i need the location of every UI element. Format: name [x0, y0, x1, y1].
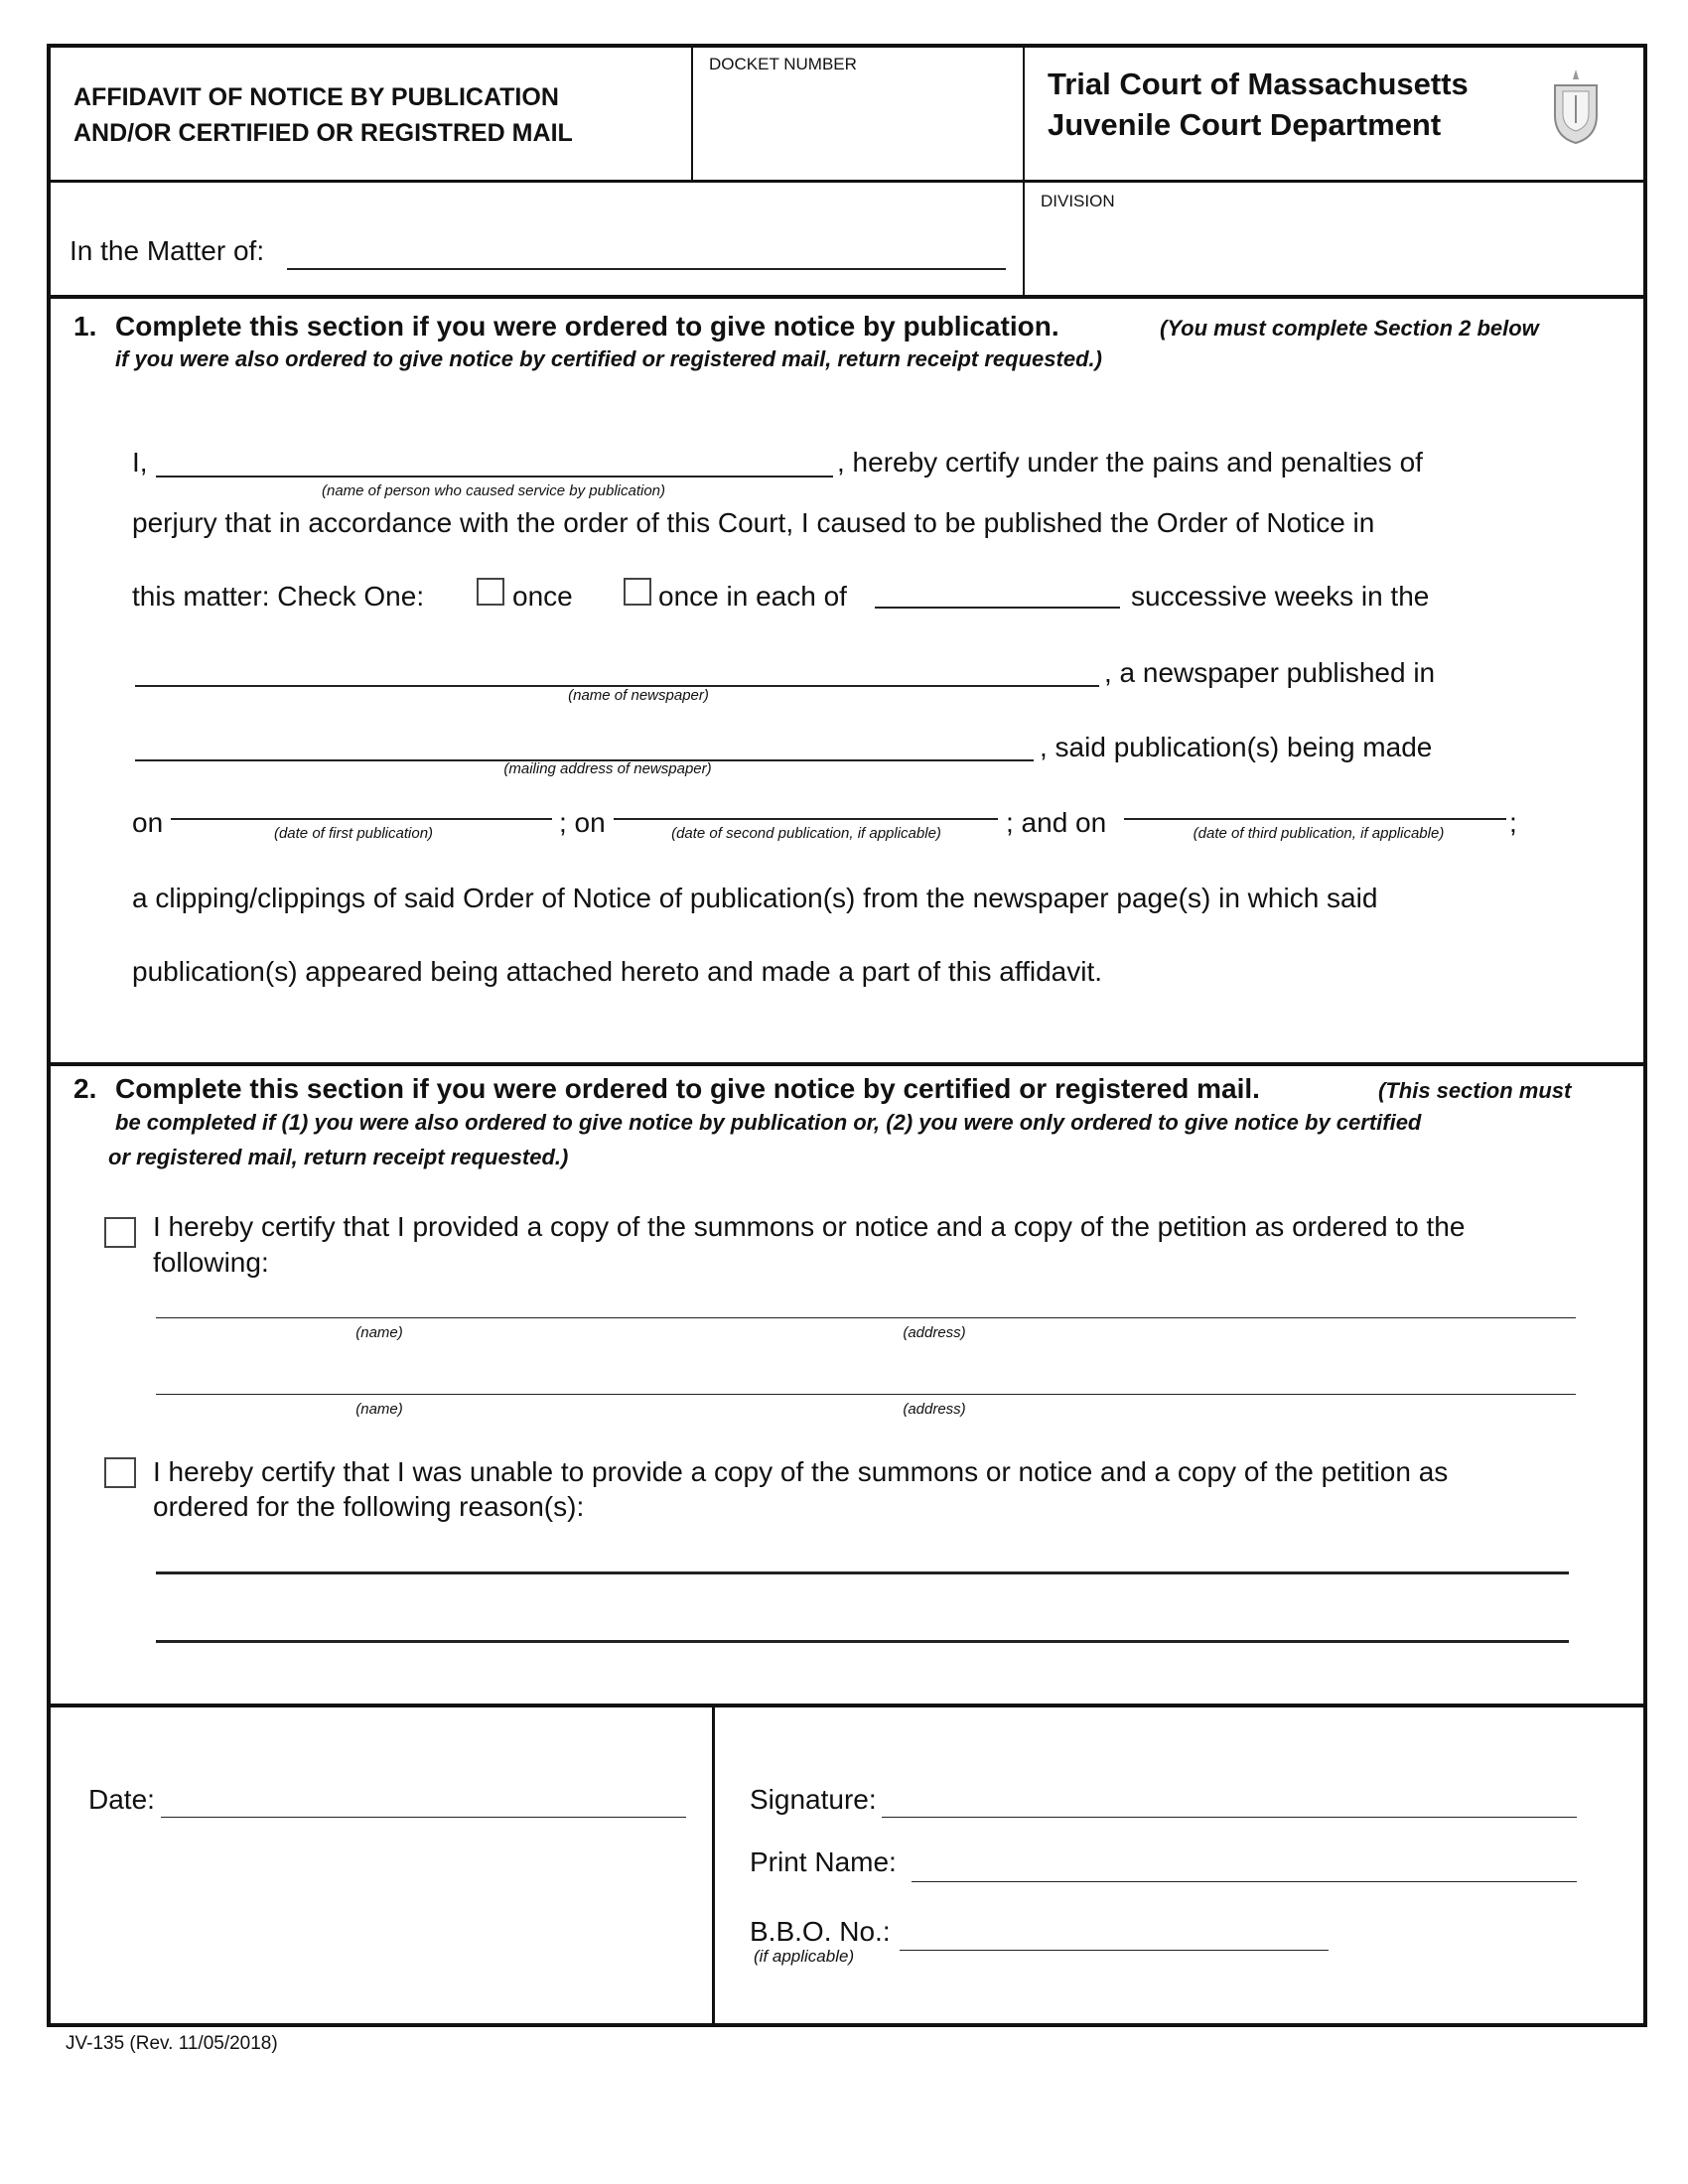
publication-text: , said publication(s) being made: [1040, 732, 1433, 762]
court-line2: Juvenile Court Department: [1048, 107, 1442, 142]
on-label: on: [132, 807, 164, 838]
first-date-input[interactable]: [171, 818, 552, 820]
matter-label: In the Matter of:: [70, 235, 265, 266]
division-field[interactable]: [1027, 213, 1640, 293]
person-name-caption: (name of person who caused service by publication): [321, 482, 666, 499]
successive-text: successive weeks in the: [1131, 581, 1430, 612]
form-border-left: [47, 44, 51, 2027]
section1-number: 1.: [73, 311, 97, 341]
recipient-input[interactable]: [156, 1317, 1576, 1318]
bbo-label: B.B.O. No.:: [750, 1916, 891, 1947]
form-border-right: [1643, 44, 1647, 2027]
unable-text: I hereby certify that I was unable to provide a copy of the summons or notice and a copy of the petition as: [153, 1456, 1449, 1487]
form-title-line2: AND/OR CERTIFIED OR REGISTRED MAIL: [73, 119, 573, 147]
date-input[interactable]: [161, 1817, 686, 1818]
once-each-checkbox[interactable]: [624, 578, 651, 606]
once-label: once: [512, 581, 573, 612]
once-checkbox[interactable]: [477, 578, 504, 606]
form-id: JV-135 (Rev. 11/05/2018): [66, 2033, 278, 2054]
matter-input[interactable]: [287, 268, 1006, 270]
section1-note-cont: if you were also ordered to give notice by certified or registered mail, return receipt requested.): [115, 346, 1102, 371]
signature-label: Signature:: [750, 1784, 877, 1815]
name-caption: (name): [355, 1401, 403, 1418]
once-each-label: once in each of: [658, 581, 847, 612]
reason-input[interactable]: [156, 1640, 1569, 1643]
section2-note: (This section must: [1378, 1078, 1572, 1103]
bbo-input[interactable]: [900, 1950, 1329, 1951]
second-date-caption: (date of second publication, if applicable): [671, 825, 941, 842]
newspaper-caption: (name of newspaper): [568, 687, 709, 704]
section2-note-cont: be completed if (1) you were also ordered to give notice by publication or, (2) you were only ordered to give notice by certified: [115, 1110, 1422, 1135]
division-label: DIVISION: [1041, 192, 1115, 210]
form-border-top: [47, 44, 1647, 48]
certify-text: , hereby certify under the pains and penalties of: [837, 447, 1423, 478]
second-date-input[interactable]: [614, 818, 998, 820]
docket-number-label: DOCKET NUMBER: [709, 55, 857, 73]
perjury-text: perjury that in accordance with the order of this Court, I caused to be published the Order of Notice in: [132, 507, 1375, 538]
clipping-text: a clipping/clippings of said Order of Notice of publication(s) from the newspaper page(s) in which said: [132, 883, 1378, 913]
unable-text-cont: ordered for the following reason(s):: [153, 1491, 585, 1522]
first-date-caption: (date of first publication): [273, 825, 434, 842]
address-caption: (address): [903, 1324, 966, 1341]
attached-text: publication(s) appeared being attached hereto and made a part of this affidavit.: [132, 956, 1103, 987]
divider: [691, 44, 693, 181]
section2-heading: Complete this section if you were ordered to give notice by certified or registered mail.: [115, 1073, 1260, 1104]
address-caption: (address): [903, 1401, 966, 1418]
name-caption: (name): [355, 1324, 403, 1341]
reason-input[interactable]: [156, 1571, 1569, 1574]
date-label: Date:: [88, 1784, 155, 1815]
person-name-input[interactable]: [156, 476, 833, 478]
section2-number: 2.: [73, 1073, 97, 1104]
section1-note: (You must complete Section 2 below: [1160, 316, 1539, 341]
court-line1: Trial Court of Massachusetts: [1048, 67, 1469, 101]
print-name-label: Print Name:: [750, 1846, 897, 1877]
divider: [47, 295, 1647, 299]
on-label: ; on: [559, 807, 606, 838]
form-border-bottom: [47, 2023, 1647, 2027]
signature-input[interactable]: [882, 1817, 1577, 1818]
divider: [47, 1062, 1647, 1066]
divider: [1023, 44, 1025, 298]
semicolon: ;: [1509, 807, 1517, 838]
court-name: [1048, 64, 1469, 145]
recipient-input[interactable]: [156, 1394, 1576, 1395]
form-title: [73, 79, 573, 151]
divider: [47, 1704, 1647, 1707]
provided-copy-checkbox[interactable]: [104, 1217, 136, 1248]
third-date-input[interactable]: [1124, 818, 1506, 820]
form-title-line1: AFFIDAVIT OF NOTICE BY PUBLICATION: [73, 83, 559, 111]
divider: [47, 180, 1647, 183]
third-date-caption: (date of third publication, if applicable): [1193, 825, 1445, 842]
bbo-note: (if applicable): [754, 1947, 855, 1966]
unable-checkbox[interactable]: [104, 1457, 136, 1488]
docket-number-field[interactable]: [695, 79, 1019, 177]
check-one-text: this matter: Check One:: [132, 581, 425, 612]
and-on-label: ; and on: [1006, 807, 1107, 838]
divider: [712, 1704, 715, 2025]
i-label: I,: [132, 447, 148, 478]
newspaper-address-caption: (mailing address of newspaper): [503, 760, 712, 777]
section2-note-cont2: or registered mail, return receipt requested.): [108, 1145, 569, 1169]
newspaper-text: , a newspaper published in: [1104, 657, 1436, 688]
provided-copy-text: I hereby certify that I provided a copy of the summons or notice and a copy of the petition as ordered to the: [153, 1211, 1466, 1242]
weeks-count-input[interactable]: [875, 607, 1120, 609]
massachusetts-seal-icon: [1547, 68, 1605, 147]
print-name-input[interactable]: [912, 1881, 1577, 1882]
provided-copy-text-cont: following:: [153, 1247, 269, 1278]
section1-heading: Complete this section if you were ordered to give notice by publication.: [115, 311, 1059, 341]
